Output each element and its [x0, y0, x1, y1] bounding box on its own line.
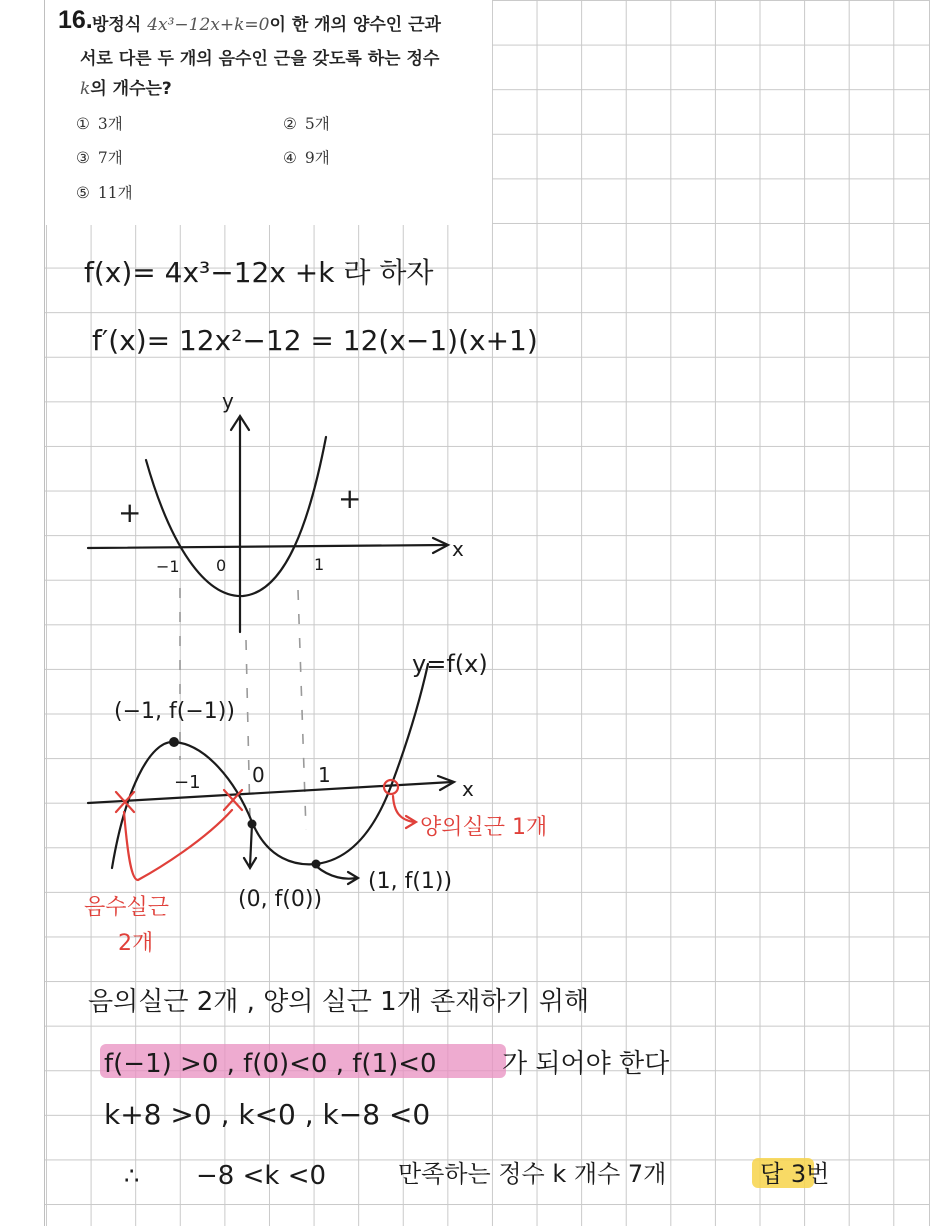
graph1-tick-1: 1 — [314, 555, 325, 574]
red-root-marks — [116, 780, 416, 880]
integer-count-text: 만족하는 정수 k 개수 7개 — [398, 1160, 667, 1188]
choice-mark: ③ — [76, 149, 90, 167]
final-inequality: −8 <k <0 — [196, 1161, 327, 1191]
min-point-label: (1, f(1)) — [368, 869, 453, 894]
final-answer: 답 3번 — [760, 1160, 830, 1188]
derivative-graph — [88, 416, 448, 632]
choice-text: 11개 — [97, 184, 133, 202]
choice-mark: ④ — [283, 149, 297, 167]
graph1-y-label: y — [222, 389, 234, 413]
solution-line-5: k+8 >0 , k<0 , k−8 <0 — [104, 1098, 431, 1131]
graph1-tick-neg1: −1 — [156, 557, 180, 576]
solution-line-4-rest: 가 되어야 한다 — [502, 1049, 670, 1079]
positive-root-note: 양의실근 1개 — [420, 815, 548, 840]
question-text: 방정식 — [92, 15, 148, 35]
graph1-tick-0: 0 — [216, 556, 227, 575]
solution-line-2: f′(x)= 12x²−12 = 12(x−1)(x+1) — [92, 324, 538, 357]
guide-1 — [298, 590, 306, 830]
negative-root-note-2: 2개 — [118, 931, 154, 956]
graph1-x-label: x — [452, 537, 464, 561]
choice-text: 7개 — [97, 149, 123, 167]
solution-line-1: f(x)= 4x³−12x +k 라 하자 — [84, 256, 434, 289]
problem-number: 16. — [58, 6, 93, 34]
origin-point-label: (0, f(0)) — [238, 887, 323, 912]
choice-text: 5개 — [304, 115, 330, 133]
graph2-tick-0: 0 — [252, 763, 265, 787]
choice-text: 3개 — [97, 115, 123, 133]
negative-root-note-1: 음수실근 — [84, 895, 170, 920]
question-text: 이 한 개의 양수인 근과 — [269, 15, 441, 35]
graph1-x-axis — [88, 545, 446, 548]
max-point-label: (−1, f(−1)) — [114, 699, 235, 724]
therefore-symbol: ∴ — [124, 1162, 140, 1190]
choice-mark: ② — [283, 115, 297, 133]
local-max-point — [169, 737, 179, 747]
solution-line-4-highlighted: f(−1) >0 , f(0)<0 , f(1)<0 — [104, 1049, 437, 1079]
negative-root-bracket — [124, 810, 232, 880]
choice-mark: ⑤ — [76, 184, 90, 202]
choice-mark: ① — [76, 115, 90, 133]
question-text: 의 개수는? — [90, 79, 172, 99]
graph1-sign-left: + — [118, 496, 142, 529]
origin-point — [248, 820, 257, 829]
cubic-graph — [88, 664, 454, 884]
cubic-curve — [112, 664, 428, 868]
graph2-tick-1: 1 — [318, 763, 331, 787]
arrow-origin — [250, 824, 252, 866]
solution-line-3: 음의실근 2개 , 양의 실근 1개 존재하기 위해 — [88, 987, 590, 1017]
equation: 4x³−12x+k=0 — [147, 15, 270, 35]
question-line-2: 서로 다른 두 개의 음수인 근을 갖도록 하는 정수 — [80, 49, 440, 69]
local-min-point — [312, 860, 321, 869]
variable-k: k — [80, 79, 91, 99]
choice-text: 9개 — [304, 149, 330, 167]
graph2-x-label: x — [462, 777, 474, 801]
graph2-tick-neg1: −1 — [174, 772, 201, 793]
curve-label: y=f(x) — [412, 650, 488, 678]
graph1-sign-right: + — [338, 482, 362, 515]
